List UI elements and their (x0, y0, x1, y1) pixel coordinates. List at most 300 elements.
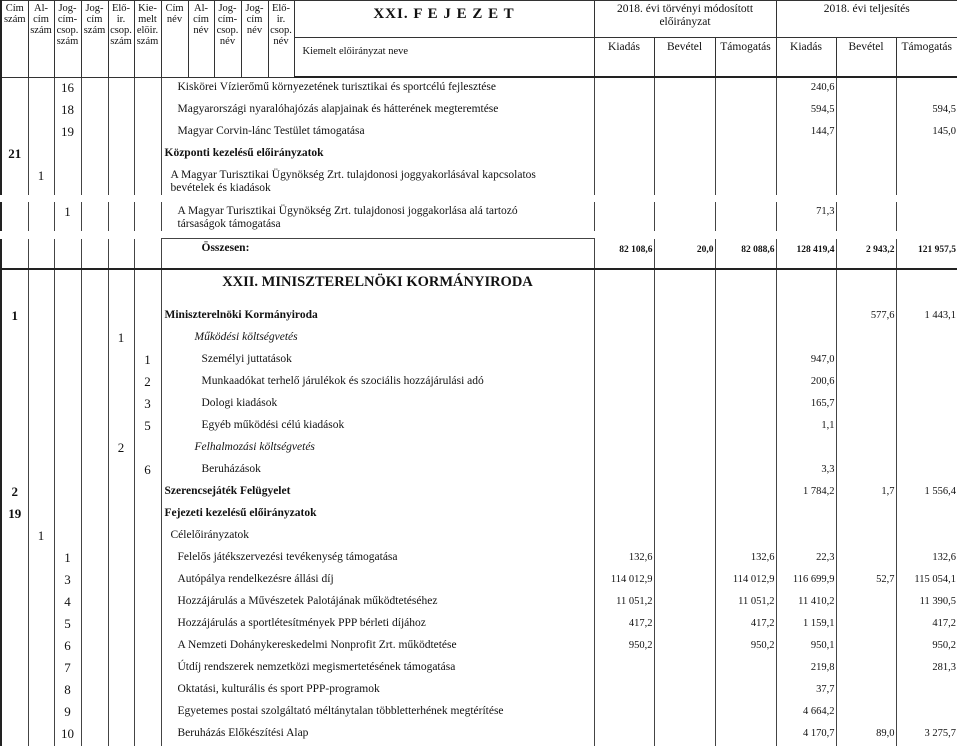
bevetel-actual (836, 526, 896, 548)
jogcim-szam (81, 328, 108, 350)
kiemelt-szam (134, 166, 161, 195)
kiadas-plan (594, 702, 654, 724)
tamogatas-actual: 11 390,5 (896, 592, 957, 614)
kiadas-plan (594, 504, 654, 526)
eloircsop-szam (108, 144, 134, 166)
alcim-szam (28, 570, 54, 592)
alcim-szam (28, 548, 54, 570)
jogcimcsop-szam (54, 526, 81, 548)
alcim-szam (28, 658, 54, 680)
item-name: Beruházások (161, 460, 594, 482)
bevetel-plan (654, 328, 715, 350)
bevetel-actual (836, 614, 896, 636)
tamogatas-plan: 82 088,6 (715, 239, 776, 270)
tamogatas-plan: 132,6 (715, 548, 776, 570)
kiadas-actual: 116 699,9 (776, 570, 836, 592)
kiadas-actual: 11 410,2 (776, 592, 836, 614)
kiadas-actual: 144,7 (776, 122, 836, 144)
alcim-szam (28, 328, 54, 350)
item-name: Magyar Corvin-lánc Testület támogatása (161, 122, 594, 144)
kiadas-actual: 219,8 (776, 658, 836, 680)
bevetel-actual (836, 636, 896, 658)
kiemelt-name-header: Kiemelt előirányzat neve (294, 38, 594, 78)
tamogatas-actual: 281,3 (896, 658, 957, 680)
eloircsop-szam (108, 372, 134, 394)
bevetel-actual (836, 166, 896, 195)
item-name: Egyéb működési célú kiadások (161, 416, 594, 438)
bevetel-actual (836, 122, 896, 144)
tamogatas-plan (715, 526, 776, 548)
bevetel-plan (654, 144, 715, 166)
alcim-szam (28, 504, 54, 526)
eloircsop-szam (108, 78, 134, 100)
kiadas-actual: 1,1 (776, 416, 836, 438)
eloircsop-szam (108, 306, 134, 328)
eloircsop-szam (108, 166, 134, 195)
table-row (1, 438, 957, 460)
jogcimcsop-szam (54, 394, 81, 416)
kiadas-actual: 22,3 (776, 548, 836, 570)
table-row (1, 460, 957, 482)
eloircsop-szam (108, 122, 134, 144)
alcim-szam (28, 482, 54, 504)
eloircsop-szam (108, 702, 134, 724)
item-name: Fejezeti kezelésű előirányzatok (161, 504, 594, 526)
kiemelt-szam (134, 239, 161, 270)
cim-szam (1, 702, 28, 724)
kiadas-plan (594, 100, 654, 122)
table-row (1, 100, 957, 122)
tamogatas-actual: 115 054,1 (896, 570, 957, 592)
kiemelt-szam (134, 328, 161, 350)
tamogatas-actual (896, 328, 957, 350)
jogcim-szam (81, 372, 108, 394)
eloircsop-szam (108, 269, 134, 306)
alcim-szam (28, 100, 54, 122)
cim-szam (1, 570, 28, 592)
alcim-szam (28, 144, 54, 166)
jogcim-szam (81, 526, 108, 548)
jogcimcsop-szam: 8 (54, 680, 81, 702)
jogcimcsop-szam (54, 482, 81, 504)
jogcimcsop-szam (54, 460, 81, 482)
kiadas-plan (594, 166, 654, 195)
col-header: Cím szám (1, 1, 28, 78)
tamogatas-actual (896, 166, 957, 195)
kiemelt-szam (134, 78, 161, 100)
alcim-szam (28, 202, 54, 231)
alcim-szam: 1 (28, 526, 54, 548)
jogcim-szam (81, 100, 108, 122)
bevetel-plan (654, 269, 715, 306)
col-header-bevetel: Bevétel (654, 38, 715, 78)
tamogatas-actual (896, 526, 957, 548)
jogcim-szam (81, 239, 108, 270)
bevetel-plan (654, 482, 715, 504)
bevetel-actual (836, 100, 896, 122)
cim-szam (1, 372, 28, 394)
item-name: Működési költségvetés (161, 328, 594, 350)
jogcimcsop-szam: 1 (54, 548, 81, 570)
kiemelt-szam: 1 (134, 350, 161, 372)
tamogatas-actual: 1 443,1 (896, 306, 957, 328)
bevetel-plan (654, 680, 715, 702)
jogcim-szam (81, 394, 108, 416)
item-name: Összesen: (161, 239, 594, 270)
tamogatas-plan: 417,2 (715, 614, 776, 636)
col-header: Jog-cím szám (81, 1, 108, 78)
kiadas-actual: 165,7 (776, 394, 836, 416)
kiadas-actual: 1 784,2 (776, 482, 836, 504)
jogcimcsop-szam (54, 372, 81, 394)
item-name: A Magyar Turisztikai Ügynökség Zrt. tulajdonosi joggakorlása alá tartozó társaságok támogatása (161, 202, 594, 231)
kiadas-actual (776, 504, 836, 526)
eloircsop-szam (108, 460, 134, 482)
cim-szam (1, 78, 28, 100)
kiemelt-szam (134, 548, 161, 570)
bevetel-actual: 89,0 (836, 724, 896, 746)
item-name: Szerencsejáték Felügyelet (161, 482, 594, 504)
item-name: Személyi juttatások (161, 350, 594, 372)
jogcim-szam (81, 636, 108, 658)
alcim-szam (28, 122, 54, 144)
cim-szam (1, 416, 28, 438)
cim-szam (1, 100, 28, 122)
tamogatas-plan (715, 306, 776, 328)
table-row (1, 702, 957, 724)
jogcim-szam (81, 350, 108, 372)
kiemelt-szam: 5 (134, 416, 161, 438)
table-row (1, 78, 957, 100)
eloircsop-szam (108, 416, 134, 438)
kiadas-actual: 128 419,4 (776, 239, 836, 270)
table-row (1, 548, 957, 570)
table-row (1, 372, 957, 394)
jogcimcsop-szam (54, 438, 81, 460)
col-header: Kie-melt elöir. szám (134, 1, 161, 78)
item-name: Beruházás Előkészítési Alap (161, 724, 594, 746)
table-row (1, 526, 957, 548)
eloircsop-szam (108, 592, 134, 614)
bevetel-actual (836, 394, 896, 416)
jogcimcsop-szam (54, 239, 81, 270)
kiadas-actual (776, 438, 836, 460)
cim-szam (1, 202, 28, 231)
kiemelt-szam: 2 (134, 372, 161, 394)
jogcim-szam (81, 504, 108, 526)
kiadas-actual: 3,3 (776, 460, 836, 482)
tamogatas-actual: 121 957,5 (896, 239, 957, 270)
jogcimcsop-szam: 3 (54, 570, 81, 592)
item-name: Oktatási, kulturális és sport PPP-programok (161, 680, 594, 702)
jogcimcsop-szam (54, 328, 81, 350)
jogcimcsop-szam: 5 (54, 614, 81, 636)
alcim-szam (28, 438, 54, 460)
jogcim-szam (81, 166, 108, 195)
cim-szam (1, 680, 28, 702)
item-name: A Nemzeti Dohánykereskedelmi Nonprofit Zrt. működtetése (161, 636, 594, 658)
eloircsop-szam (108, 614, 134, 636)
kiadas-plan (594, 460, 654, 482)
kiadas-plan (594, 394, 654, 416)
jogcimcsop-szam: 18 (54, 100, 81, 122)
kiadas-actual: 594,5 (776, 100, 836, 122)
kiadas-plan: 82 108,6 (594, 239, 654, 270)
cim-szam (1, 636, 28, 658)
kiadas-plan (594, 202, 654, 231)
jogcimcsop-szam: 6 (54, 636, 81, 658)
kiemelt-szam (134, 100, 161, 122)
eloircsop-szam (108, 239, 134, 270)
kiadas-actual: 71,3 (776, 202, 836, 231)
bevetel-plan (654, 548, 715, 570)
bevetel-plan (654, 416, 715, 438)
tamogatas-plan (715, 350, 776, 372)
table-header (0, 0, 957, 78)
table-row (1, 504, 957, 526)
jogcimcsop-szam (54, 269, 81, 306)
kiadas-plan (594, 328, 654, 350)
tamogatas-actual (896, 394, 957, 416)
tamogatas-plan (715, 504, 776, 526)
table-row (1, 202, 957, 231)
tamogatas-plan (715, 269, 776, 306)
kiemelt-szam (134, 592, 161, 614)
bevetel-plan (654, 202, 715, 231)
kiadas-plan (594, 724, 654, 746)
kiadas-actual: 4 170,7 (776, 724, 836, 746)
kiadas-actual: 200,6 (776, 372, 836, 394)
tamogatas-plan (715, 202, 776, 231)
bevetel-plan (654, 438, 715, 460)
jogcimcsop-szam: 9 (54, 702, 81, 724)
kiemelt-szam (134, 724, 161, 746)
group-header-planned: 2018. évi törvényi módosított előirányzat (594, 1, 776, 38)
eloircsop-szam (108, 548, 134, 570)
item-name: Egyetemes postai szolgáltató méltánytalan többletterhének megtérítése (161, 702, 594, 724)
kiemelt-szam (134, 306, 161, 328)
kiadas-actual: 947,0 (776, 350, 836, 372)
tamogatas-plan (715, 416, 776, 438)
bevetel-actual (836, 438, 896, 460)
jogcim-szam (81, 702, 108, 724)
bevetel-plan (654, 350, 715, 372)
tamogatas-actual (896, 372, 957, 394)
alcim-szam (28, 416, 54, 438)
tamogatas-plan: 11 051,2 (715, 592, 776, 614)
jogcim-szam (81, 482, 108, 504)
jogcimcsop-szam (54, 144, 81, 166)
col-header: Jog-cím név (241, 1, 268, 78)
kiadas-actual (776, 144, 836, 166)
bevetel-actual (836, 658, 896, 680)
kiemelt-szam (134, 438, 161, 460)
bevetel-plan (654, 504, 715, 526)
table-row (1, 122, 957, 144)
table-row (1, 306, 957, 328)
cim-szam (1, 269, 28, 306)
col-header: Elő-ir. csop. név (268, 1, 294, 78)
col-header: Jog-cím-csop. szám (54, 1, 81, 78)
item-name: Hozzájárulás a Művészetek Palotájának működtetéséhez (161, 592, 594, 614)
alcim-szam (28, 306, 54, 328)
jogcimcsop-szam (54, 504, 81, 526)
jogcim-szam (81, 614, 108, 636)
item-name: A Magyar Turisztikai Ügynökség Zrt. tulajdonosi joggyakorlásával kapcsolatos bevételek és kiadások (161, 166, 594, 195)
item-name: Kiskörei Vízierőmű környezetének turisztikai és sportcélú fejlesztése (161, 78, 594, 100)
jogcim-szam (81, 460, 108, 482)
alcim-szam (28, 592, 54, 614)
total-row (1, 239, 957, 270)
bevetel-actual (836, 328, 896, 350)
table-row (1, 166, 957, 195)
kiadas-actual: 1 159,1 (776, 614, 836, 636)
cim-szam (1, 724, 28, 746)
tamogatas-actual: 417,2 (896, 614, 957, 636)
eloircsop-szam (108, 658, 134, 680)
bevetel-actual (836, 372, 896, 394)
spacer (1, 195, 957, 202)
tamogatas-actual: 594,5 (896, 100, 957, 122)
jogcim-szam (81, 548, 108, 570)
eloircsop-szam (108, 350, 134, 372)
item-name: Magyarországi nyaralóhajózás alapjainak és hátterének megteremtése (161, 100, 594, 122)
cim-szam (1, 438, 28, 460)
bevetel-actual (836, 592, 896, 614)
jogcimcsop-szam: 10 (54, 724, 81, 746)
tamogatas-actual (896, 350, 957, 372)
tamogatas-plan (715, 144, 776, 166)
kiemelt-szam (134, 526, 161, 548)
kiadas-plan (594, 658, 654, 680)
alcim-szam (28, 350, 54, 372)
bevetel-actual (836, 504, 896, 526)
kiemelt-szam (134, 144, 161, 166)
chapter-title: XXI. F E J E Z E T (294, 1, 594, 38)
item-name: Célelőirányzatok (161, 526, 594, 548)
jogcim-szam (81, 570, 108, 592)
eloircsop-szam (108, 680, 134, 702)
bevetel-actual (836, 460, 896, 482)
eloircsop-szam (108, 202, 134, 231)
col-header: Jog-cím-csop. név (214, 1, 241, 78)
bevetel-plan (654, 372, 715, 394)
table-row (1, 592, 957, 614)
kiemelt-szam (134, 570, 161, 592)
bevetel-actual: 1,7 (836, 482, 896, 504)
row-gap (1, 195, 957, 202)
kiemelt-szam (134, 658, 161, 680)
kiadas-plan (594, 350, 654, 372)
tamogatas-plan (715, 658, 776, 680)
table-row (1, 658, 957, 680)
budget-table (0, 78, 957, 746)
col-header: Elő-ir. csop. szám (108, 1, 134, 78)
alcim-szam (28, 269, 54, 306)
col-header-kiadas: Kiadás (594, 38, 654, 78)
bevetel-actual (836, 350, 896, 372)
jogcim-szam (81, 144, 108, 166)
alcim-szam (28, 460, 54, 482)
tamogatas-actual: 950,2 (896, 636, 957, 658)
table-row (1, 614, 957, 636)
kiadas-plan (594, 526, 654, 548)
alcim-szam (28, 239, 54, 270)
kiadas-plan (594, 438, 654, 460)
bevetel-actual (836, 680, 896, 702)
alcim-szam (28, 636, 54, 658)
kiadas-plan (594, 122, 654, 144)
kiemelt-szam: 3 (134, 394, 161, 416)
alcim-szam (28, 702, 54, 724)
tamogatas-actual (896, 504, 957, 526)
kiadas-plan: 114 012,9 (594, 570, 654, 592)
kiadas-actual (776, 306, 836, 328)
cim-szam (1, 592, 28, 614)
bevetel-plan (654, 394, 715, 416)
bevetel-plan (654, 570, 715, 592)
tamogatas-actual: 3 275,7 (896, 724, 957, 746)
jogcimcsop-szam (54, 306, 81, 328)
cim-szam (1, 350, 28, 372)
tamogatas-plan (715, 394, 776, 416)
kiadas-plan (594, 372, 654, 394)
kiemelt-szam (134, 504, 161, 526)
kiadas-actual (776, 526, 836, 548)
kiadas-plan: 11 051,2 (594, 592, 654, 614)
jogcim-szam (81, 438, 108, 460)
tamogatas-plan (715, 372, 776, 394)
jogcimcsop-szam (54, 166, 81, 195)
alcim-szam (28, 78, 54, 100)
table-row (1, 636, 957, 658)
bevetel-actual (836, 78, 896, 100)
cim-szam (1, 526, 28, 548)
kiemelt-szam (134, 636, 161, 658)
table-row (1, 680, 957, 702)
col-header: Al-cím név (188, 1, 214, 78)
kiadas-plan (594, 306, 654, 328)
kiadas-actual: 240,6 (776, 78, 836, 100)
jogcimcsop-szam: 19 (54, 122, 81, 144)
tamogatas-plan (715, 680, 776, 702)
table-row (1, 724, 957, 746)
kiemelt-szam (134, 680, 161, 702)
bevetel-plan (654, 702, 715, 724)
bevetel-plan (654, 636, 715, 658)
cim-szam (1, 394, 28, 416)
cim-szam: 19 (1, 504, 28, 526)
tamogatas-actual (896, 702, 957, 724)
tamogatas-actual (896, 144, 957, 166)
bevetel-plan (654, 78, 715, 100)
tamogatas-actual (896, 416, 957, 438)
col-header-bevetel: Bevétel (836, 38, 896, 78)
tamogatas-actual: 145,0 (896, 122, 957, 144)
bevetel-actual: 2 943,2 (836, 239, 896, 270)
kiadas-plan (594, 269, 654, 306)
chapter-title: XXII. MINISZTERELNÖKI KORMÁNYIRODA (161, 269, 594, 306)
tamogatas-plan (715, 460, 776, 482)
bevetel-actual (836, 548, 896, 570)
cim-szam: 2 (1, 482, 28, 504)
bevetel-plan (654, 724, 715, 746)
tamogatas-actual (896, 78, 957, 100)
alcim-szam (28, 680, 54, 702)
tamogatas-plan (715, 438, 776, 460)
table-row (1, 570, 957, 592)
tamogatas-actual: 1 556,4 (896, 482, 957, 504)
